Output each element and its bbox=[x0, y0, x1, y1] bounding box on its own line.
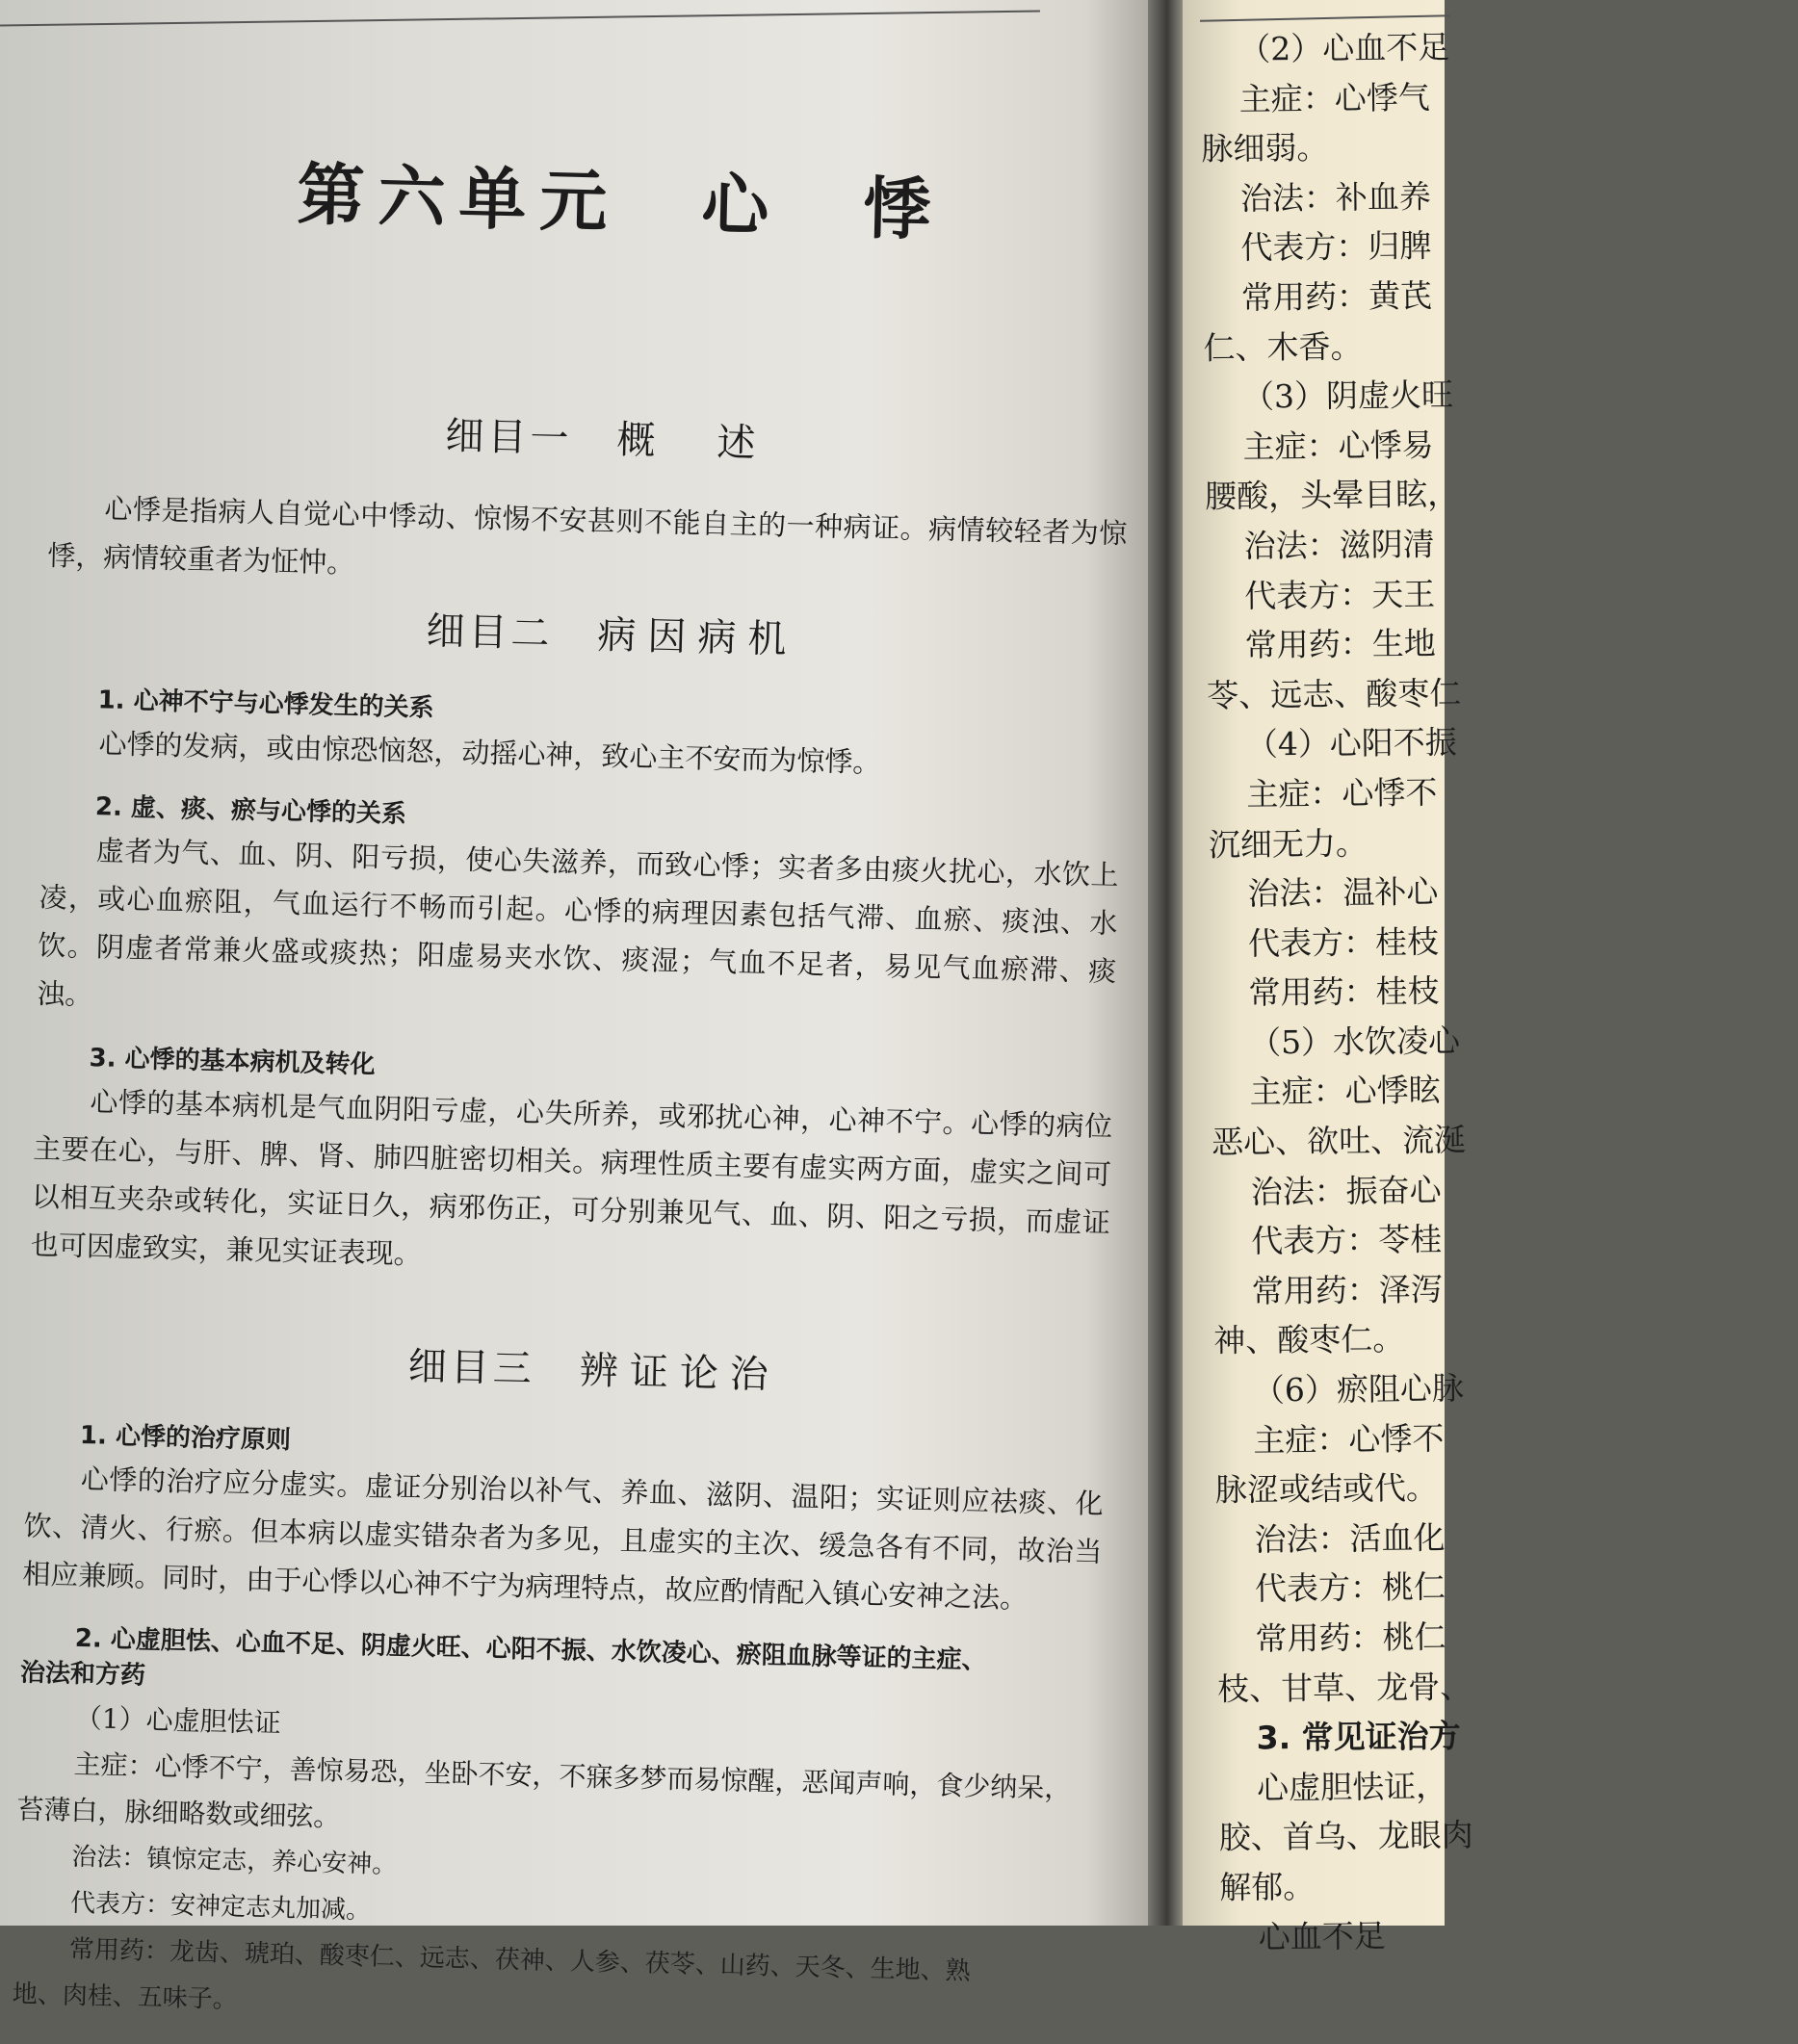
section-name: 概 述 bbox=[615, 418, 768, 467]
book-gutter bbox=[1148, 0, 1183, 1926]
right-page bbox=[1183, 0, 1473, 1956]
etiology-paragraph-3: 心悸的基本病机是气血阴阳亏虚，心失所养，或邪扰心神，心神不宁。心悸的病位主要在心，与肝、脾、肾、肺四脏密切相关。病理性质主要有虚实两方面，虚实之间可以相互夹杂或转化，实证日久，病邪伤正，可分别兼见气、血、阴、阳之亏损，而虚证也可因虚致实，兼见实证表现。 bbox=[30, 1085, 1113, 1271]
section-title-etiology bbox=[426, 601, 1144, 673]
representative-formula: 代表方：安神定志丸加减。 bbox=[69, 1888, 372, 1926]
right-line: 主症：心悸易 bbox=[1242, 426, 1434, 466]
right-line: 脉涩或结或代。 bbox=[1214, 1468, 1439, 1510]
right-line: （2）心血不足 bbox=[1238, 28, 1450, 68]
section-title-overview bbox=[445, 405, 1149, 478]
right-line: 治法：活血化 bbox=[1254, 1518, 1446, 1559]
treatment-heading-1: 1. 心悸的治疗原则 bbox=[79, 1420, 292, 1456]
right-line: 治法：补血养 bbox=[1239, 177, 1432, 218]
right-line: 治法：滋阴清 bbox=[1243, 525, 1435, 565]
right-line: （3）阴虚火旺 bbox=[1241, 375, 1454, 416]
main-symptoms-cont: 苔薄白，脉细略数或细弦。 bbox=[16, 1793, 341, 1833]
right-line: 常用药：桂枝 bbox=[1248, 971, 1440, 1012]
right-line: 枝、甘草、龙骨、 bbox=[1216, 1667, 1472, 1708]
treatment-method: 治法：镇惊定志，养心安神。 bbox=[70, 1842, 398, 1880]
right-line: 代表方：归脾 bbox=[1240, 226, 1432, 267]
right-line: 常用药：桃仁 bbox=[1255, 1617, 1446, 1658]
section-number: 细目二 bbox=[425, 608, 555, 657]
right-line: 腰酸，头晕目眩， bbox=[1204, 475, 1460, 516]
etiology-heading-2: 2. 虚、痰、瘀与心悸的关系 bbox=[94, 792, 407, 830]
etiology-paragraph-1: 心悸的发病，或由惊恐恼怒，动摇心神，致心主不安而为惊悸。 bbox=[98, 727, 881, 780]
right-line: 苓、远志、酸枣仁 bbox=[1207, 673, 1462, 714]
common-herbs-cont: 地、肉桂、五味子。 bbox=[12, 1979, 239, 2015]
right-line: 心血不足 bbox=[1258, 1916, 1386, 1956]
syndrome-title: （1）心虚胆怯证 bbox=[74, 1701, 281, 1740]
section-number: 细目一 bbox=[444, 413, 573, 462]
section-title-treatment bbox=[407, 1335, 1126, 1408]
header-rule bbox=[1200, 14, 1450, 21]
right-line: 治法：振奋心 bbox=[1250, 1171, 1442, 1211]
right-line: （4）心阳不振 bbox=[1245, 723, 1458, 763]
right-line: 常用药：生地 bbox=[1244, 624, 1436, 664]
right-line: 主症：心悸眩 bbox=[1249, 1071, 1441, 1111]
right-line: 常用药：泽泻 bbox=[1251, 1270, 1443, 1310]
treatment-paragraph-1: 心悸的治疗应分虚实。虚证分别治以补气、养血、滋阴、温阳；实证则应祛痰、化饮、清火、行瘀。但本病以虚实错杂者为多见，且虚实的主次、缓急各有不同，故治当相应兼顾。同时，由于心悸以心神不宁为病理特点，故应酌情配入镇心安神之法。 bbox=[22, 1462, 1104, 1616]
etiology-heading-3: 3. 心悸的基本病机及转化 bbox=[89, 1044, 376, 1080]
overview-paragraph: 心悸是指病人自觉心中悸动、惊惕不安甚则不能自主的一种病证。病情较轻者为惊悸，病情较重者为怔忡。 bbox=[46, 492, 1128, 580]
right-line: 解郁。 bbox=[1219, 1867, 1316, 1906]
right-line: 代表方：桂枝 bbox=[1247, 922, 1440, 963]
right-line: 3. 常见证治方 bbox=[1256, 1717, 1461, 1757]
main-symptoms: 主症：心悸不宁，善惊易恐，坐卧不安，不寐多梦而易惊醒，恶闻声响，食少纳呆， bbox=[73, 1747, 1072, 1805]
right-line: 恶心、欲吐、流涎 bbox=[1211, 1121, 1467, 1161]
right-line: 仁、木香。 bbox=[1203, 326, 1363, 367]
treatment-heading-2-text: 2. 心虚胆怯、心血不足、阴虚火旺、心阳不振、水饮凌心、瘀阻血脉等证的主症、 bbox=[74, 1623, 987, 1676]
chapter-title: 第六单元 心 悸 bbox=[296, 155, 946, 250]
right-content bbox=[1200, 19, 1798, 1962]
right-line: 代表方：苓桂 bbox=[1251, 1220, 1443, 1260]
etiology-heading-1: 1. 心神不宁与心悸发生的关系 bbox=[97, 686, 434, 723]
right-line: 常用药：黄芪 bbox=[1240, 276, 1433, 317]
right-line: 神、酸枣仁。 bbox=[1213, 1320, 1405, 1360]
section-name: 辨证论治 bbox=[579, 1348, 781, 1398]
left-content bbox=[12, 135, 1155, 2044]
header-rule bbox=[0, 10, 1040, 26]
right-line: 代表方：桃仁 bbox=[1254, 1567, 1446, 1608]
right-line: 心虚胆怯证， bbox=[1256, 1767, 1448, 1807]
right-line: 代表方：天王 bbox=[1244, 575, 1436, 615]
right-line: 主症：心悸不 bbox=[1246, 773, 1438, 814]
right-line: 沉细无力。 bbox=[1208, 823, 1368, 864]
right-line: 治法：温补心 bbox=[1247, 872, 1439, 913]
right-line: （6）瘀阻心脉 bbox=[1252, 1369, 1465, 1410]
right-line: 主症：心悸气 bbox=[1238, 78, 1430, 118]
right-line: 脉细弱。 bbox=[1201, 128, 1329, 168]
section-name: 病因病机 bbox=[596, 612, 798, 662]
etiology-paragraph-2: 虚者为气、血、阴、阳亏损，使心失滋养，而致心悸；实者多由痰火扰心，水饮上凌，或心血瘀阻，气血运行不畅而引起。心悸的病理因素包括气滞、血瘀、痰浊、水饮。阴虚者常兼火盛或痰热；阳虚易夹水饮、痰湿；气血不足者，易见气血瘀滞、痰浊。 bbox=[36, 834, 1119, 1012]
right-line: 主症：心悸不 bbox=[1253, 1419, 1445, 1460]
treatment-heading-2-cont: 治法和方药 bbox=[19, 1658, 146, 1691]
right-line: （5）水饮凌心 bbox=[1248, 1022, 1461, 1062]
section-number: 细目三 bbox=[407, 1344, 536, 1392]
common-herbs: 常用药：龙齿、琥珀、酸枣仁、远志、茯神、人参、茯苓、山药、天冬、生地、熟 bbox=[68, 1934, 972, 1986]
right-line: 胶、首乌、龙眼肉 bbox=[1218, 1816, 1473, 1857]
